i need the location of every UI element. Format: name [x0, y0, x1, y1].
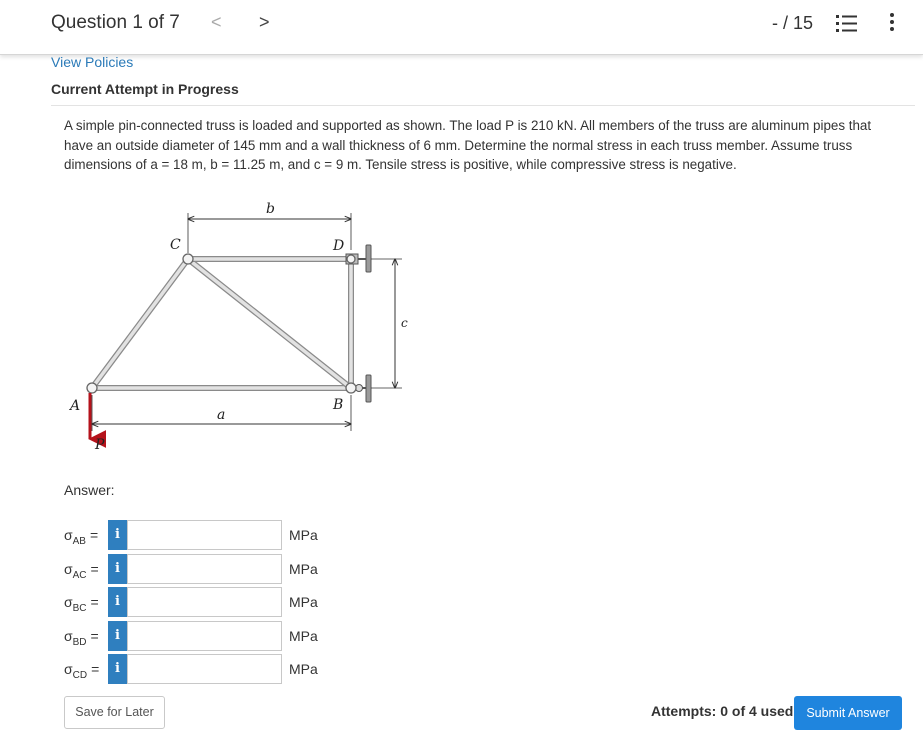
label-a: A — [70, 398, 81, 414]
stress-input-cd[interactable] — [127, 654, 282, 684]
support-b — [356, 375, 372, 402]
pin-b — [346, 383, 356, 393]
stress-label: $\sigma_{AB}$ = — [64, 527, 99, 547]
more-vertical-icon[interactable] — [889, 13, 895, 35]
stress-input-ac[interactable] — [127, 554, 282, 584]
previous-chevron-icon[interactable]: < — [211, 12, 222, 32]
unit-label: MPa — [289, 594, 318, 610]
info-icon[interactable]: i — [108, 654, 127, 684]
stress-input-bd[interactable] — [127, 621, 282, 651]
label-dim-b: b — [266, 201, 275, 217]
attempt-status: Current Attempt in Progress — [51, 81, 239, 97]
stress-input-bc[interactable] — [127, 587, 282, 617]
question-list-icon[interactable] — [836, 14, 858, 34]
label-dim-a: a — [217, 407, 226, 423]
label-d: D — [333, 238, 345, 254]
info-icon[interactable]: i — [108, 621, 127, 651]
pin-c — [183, 254, 193, 264]
stress-label: $\sigma_{CD}$ = — [64, 661, 100, 681]
stress-label: $\sigma_{BC}$ = — [64, 594, 99, 614]
unit-label: MPa — [289, 628, 318, 644]
pin-d — [347, 255, 355, 263]
unit-label: MPa — [289, 561, 318, 577]
info-icon[interactable]: i — [108, 587, 127, 617]
info-icon[interactable]: i — [108, 520, 127, 550]
question-text: A simple pin-connected truss is loaded and supported as shown. The load P is 210 kN. All members of the truss are aluminum pipes that have an outside diameter of 145 mm and a wall thickness of 6 mm. Determine the normal stress in each truss member. Assume truss dimensions of a = 18 m, b = 11.25 m, and c = 9 m. Tensile stress is positive, while compressive stress is negative. — [64, 118, 872, 172]
answer-label: Answer: — [64, 482, 115, 498]
submit-answer-button[interactable]: Submit Answer — [794, 696, 902, 730]
next-chevron-icon[interactable]: > — [259, 12, 270, 32]
label-b: B — [333, 397, 344, 413]
score-display: - / 15 — [772, 13, 814, 33]
label-p: P — [95, 437, 105, 453]
view-policies-link[interactable]: View Policies — [51, 54, 134, 70]
info-icon[interactable]: i — [108, 554, 127, 584]
attempts-counter: Attempts: 0 of 4 used — [651, 703, 794, 719]
stress-label: $\sigma_{AC}$ = — [64, 561, 99, 581]
divider — [51, 105, 915, 106]
truss-diagram — [60, 195, 410, 460]
stress-label: $\sigma_{BD}$ = — [64, 628, 99, 648]
top-bar — [0, 0, 923, 55]
label-c: C — [170, 237, 181, 253]
stress-input-ab[interactable] — [127, 520, 282, 550]
save-for-later-button[interactable]: Save for Later — [64, 696, 165, 729]
pin-a — [87, 383, 97, 393]
unit-label: MPa — [289, 661, 318, 677]
unit-label: MPa — [289, 527, 318, 543]
question-counter: Question 1 of 7 — [51, 12, 180, 33]
label-dim-c: c — [401, 316, 408, 330]
